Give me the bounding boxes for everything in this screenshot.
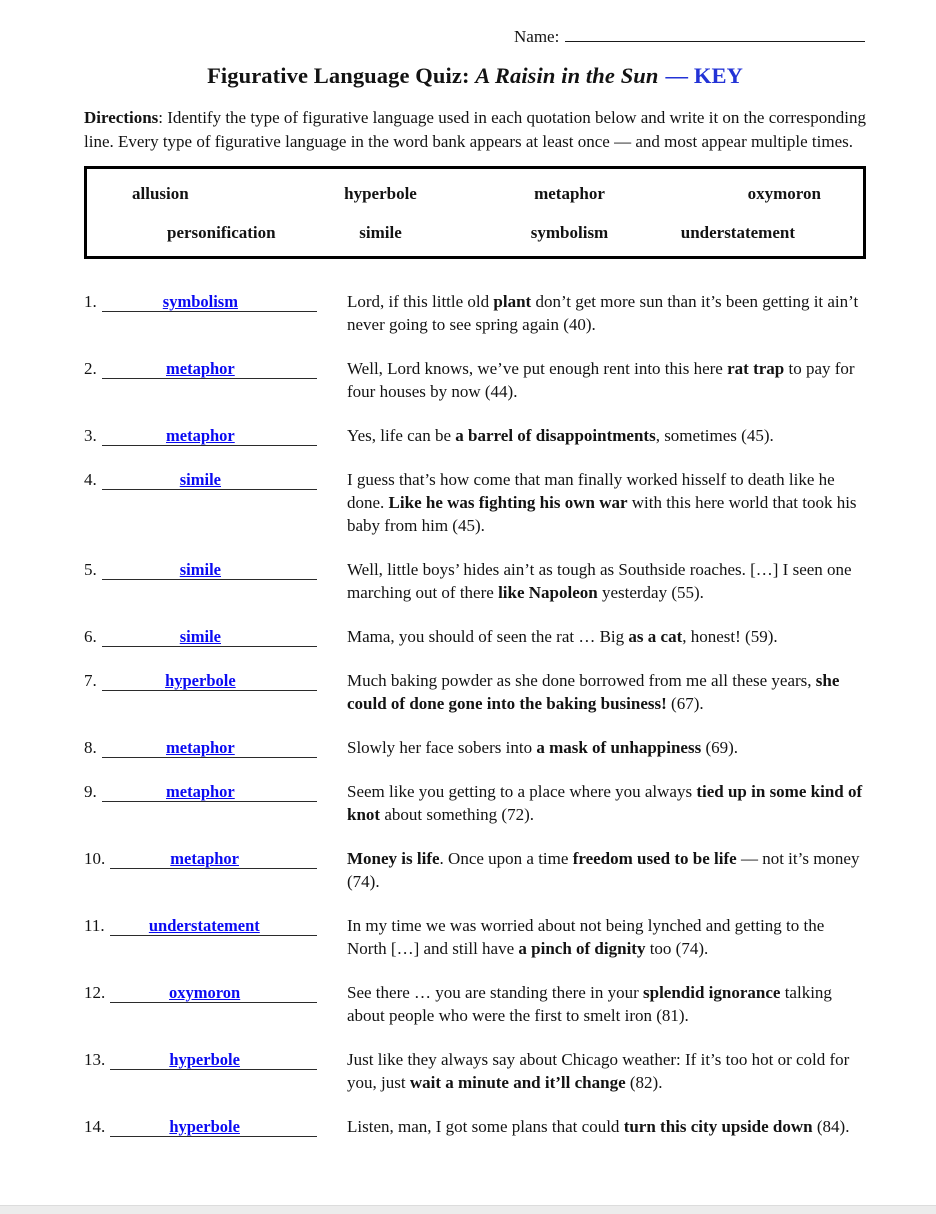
answer-text: metaphor [170, 849, 239, 868]
answer-text: hyperbole [169, 1050, 240, 1069]
word-bank-row-2 [97, 221, 853, 244]
answer-text: simile [179, 627, 221, 646]
quote-segment: Seem like you getting to a place where you always [347, 782, 697, 801]
quote-bold-segment: wait a minute and it’ll change [409, 1073, 626, 1092]
quote-segment: Lord, if this little old [347, 292, 494, 311]
quote-text [347, 1048, 866, 1094]
quote-segment: Much baking powder as she done borrowed from me all these years, [347, 671, 816, 690]
item-number: 9. [84, 782, 97, 801]
name-fill-line [565, 26, 865, 42]
quote-bold-segment: turn this city upside down [623, 1117, 813, 1136]
answer-text: simile [179, 560, 221, 579]
answer-text: simile [179, 470, 221, 489]
quote-segment: (84). [812, 1117, 850, 1136]
quiz-item [84, 669, 866, 715]
quote-text [347, 357, 866, 403]
page-title [84, 63, 866, 89]
quiz-item [84, 290, 866, 336]
quote-text [347, 1115, 866, 1138]
answer-line [84, 468, 317, 491]
quote-segment: In my time we was worried about not being lynched and getting to the North […] and still have [347, 916, 825, 958]
quote-segment: Listen, man, I got some plans that could [347, 1117, 624, 1136]
answer-blank [102, 468, 317, 490]
answer-line [84, 1048, 317, 1071]
quiz-item [84, 1115, 866, 1138]
quote-segment: to pay for four houses by now (44). [347, 359, 855, 401]
answer-blank [110, 1115, 317, 1137]
quote-text [347, 625, 866, 648]
quiz-item [84, 780, 866, 826]
answer-blank [102, 669, 317, 691]
answer-text: metaphor [166, 782, 235, 801]
word-bank-row-1 [97, 182, 853, 205]
quote-text [347, 669, 866, 715]
word-bank-box [84, 166, 866, 259]
word-bank-term: personification [167, 223, 276, 242]
answer-line [84, 669, 317, 692]
quote-segment: , honest! (59). [682, 627, 778, 646]
quote-segment: I guess that’s how come that man finally worked hisself to death like he done. [347, 470, 835, 512]
answer-blank [110, 914, 317, 936]
directions-text: : Identify the type of figurative language used in each quotation below and write it on the corresponding line. Every type of figurative language in the word bank appears at least once — and most appear multiple times. [84, 108, 866, 151]
word-bank-term: allusion [132, 184, 189, 203]
answer-line [84, 736, 317, 759]
title-prefix: Figurative Language Quiz: [207, 63, 476, 88]
name-label: Name: [514, 27, 560, 46]
quote-text [347, 981, 866, 1027]
quote-segment: . Once upon a time [439, 849, 573, 868]
quote-segment: , sometimes (45). [655, 426, 774, 445]
quiz-item [84, 981, 866, 1027]
answer-text: hyperbole [169, 1117, 240, 1136]
quote-segment: Yes, life can be [347, 426, 456, 445]
item-number: 11. [84, 916, 105, 935]
answer-text: oxymoron [169, 983, 241, 1002]
answer-blank [102, 736, 317, 758]
word-bank-term: metaphor [534, 184, 605, 203]
quote-segment: Slowly her face sobers into [347, 738, 537, 757]
answer-text: hyperbole [165, 671, 236, 690]
answer-line [84, 357, 317, 380]
answer-line [84, 914, 317, 937]
title-key-label: — KEY [665, 63, 743, 88]
quote-segment: about something (72). [380, 805, 534, 824]
quiz-item [84, 468, 866, 537]
quote-segment: (67). [666, 694, 704, 713]
item-number: 1. [84, 292, 97, 311]
answer-line [84, 981, 317, 1004]
quiz-item [84, 625, 866, 648]
item-number: 10. [84, 849, 106, 868]
quote-bold-segment: plant [493, 292, 532, 311]
item-number: 5. [84, 560, 97, 579]
item-number: 13. [84, 1050, 106, 1069]
answer-text: metaphor [166, 738, 235, 757]
answer-blank [102, 625, 317, 647]
quote-bold-segment: rat trap [727, 359, 785, 378]
answer-blank [102, 290, 317, 312]
quiz-items-list [84, 290, 866, 1138]
answer-blank [102, 780, 317, 802]
answer-blank [110, 981, 317, 1003]
word-bank-term: simile [359, 223, 402, 242]
quote-bold-segment: a pinch of dignity [518, 939, 646, 958]
quote-text [347, 558, 866, 604]
answer-text: metaphor [166, 426, 235, 445]
item-number: 6. [84, 627, 97, 646]
quote-bold-segment: like Napoleon [498, 583, 598, 602]
quote-segment: Mama, you should of seen the rat … Big [347, 627, 629, 646]
answer-blank [102, 558, 317, 580]
quiz-item [84, 357, 866, 403]
answer-line [84, 558, 317, 581]
answer-line [84, 1115, 317, 1138]
quote-bold-segment: tied up in some kind of knot [347, 782, 863, 824]
answer-line [84, 424, 317, 447]
item-number: 8. [84, 738, 97, 757]
quote-text [347, 847, 866, 893]
quote-segment: — not it’s money (74). [347, 849, 860, 891]
item-number: 4. [84, 470, 97, 489]
quiz-item [84, 1048, 866, 1094]
quote-segment: See there … you are standing there in your [347, 983, 643, 1002]
answer-line [84, 780, 317, 803]
quote-segment: Well, Lord knows, we’ve put enough rent into this here [347, 359, 728, 378]
page-bottom-edge [0, 1205, 936, 1214]
title-book-name: A Raisin in the Sun [475, 63, 659, 88]
answer-line [84, 625, 317, 648]
quote-segment: don’t get more sun than it’s been getting it ain’t never going to see spring again (40). [347, 292, 859, 334]
quiz-item [84, 736, 866, 759]
quote-bold-segment: Like he was fighting his own war [388, 493, 628, 512]
answer-text: symbolism [162, 292, 238, 311]
answer-blank [102, 357, 317, 379]
quote-text [347, 780, 866, 826]
item-number: 3. [84, 426, 97, 445]
item-number: 2. [84, 359, 97, 378]
word-bank-term: hyperbole [344, 184, 417, 203]
quote-bold-segment: as a cat [628, 627, 683, 646]
quote-bold-segment: a mask of unhappiness [536, 738, 702, 757]
quiz-item [84, 558, 866, 604]
quiz-item [84, 847, 866, 893]
quote-segment: Just like they always say about Chicago weather: If it’s too hot or cold for you, just [347, 1050, 850, 1092]
quote-text [347, 914, 866, 960]
directions-paragraph [84, 106, 866, 153]
quiz-item [84, 424, 866, 447]
quote-text [347, 424, 866, 447]
answer-line [84, 847, 317, 870]
quote-segment: Well, little boys’ hides ain’t as tough as Southside roaches. […] I seen one marching out of there [347, 560, 852, 602]
answer-text: understatement [148, 916, 260, 935]
answer-blank [102, 424, 317, 446]
quote-text [347, 290, 866, 336]
quote-text [347, 736, 866, 759]
word-bank-term: oxymoron [747, 184, 821, 203]
answer-blank [110, 847, 317, 869]
quote-segment: yesterday (55). [597, 583, 704, 602]
answer-blank [110, 1048, 317, 1070]
quiz-item [84, 914, 866, 960]
item-number: 7. [84, 671, 97, 690]
answer-line [84, 290, 317, 313]
quote-segment: (69). [701, 738, 739, 757]
name-row [84, 26, 866, 47]
quote-segment: too (74). [645, 939, 709, 958]
quote-segment: talking about people who were the first to smelt iron (81). [347, 983, 832, 1025]
quote-bold-segment: a barrel of disappointments [455, 426, 656, 445]
quote-segment: with this here world that took his baby from him (45). [347, 493, 857, 535]
quote-bold-segment: she could of done gone into the baking business! [347, 671, 840, 713]
item-number: 14. [84, 1117, 106, 1136]
quote-bold-segment: splendid ignorance [643, 983, 781, 1002]
word-bank-term: symbolism [530, 223, 609, 242]
word-bank-term: understatement [680, 223, 795, 242]
quote-bold-segment: freedom used to be life [572, 849, 737, 868]
quote-bold-segment: Money is life [347, 849, 440, 868]
answer-text: metaphor [166, 359, 235, 378]
item-number: 12. [84, 983, 106, 1002]
directions-label: Directions [84, 108, 159, 127]
quote-segment: (82). [625, 1073, 663, 1092]
quote-text [347, 468, 866, 537]
